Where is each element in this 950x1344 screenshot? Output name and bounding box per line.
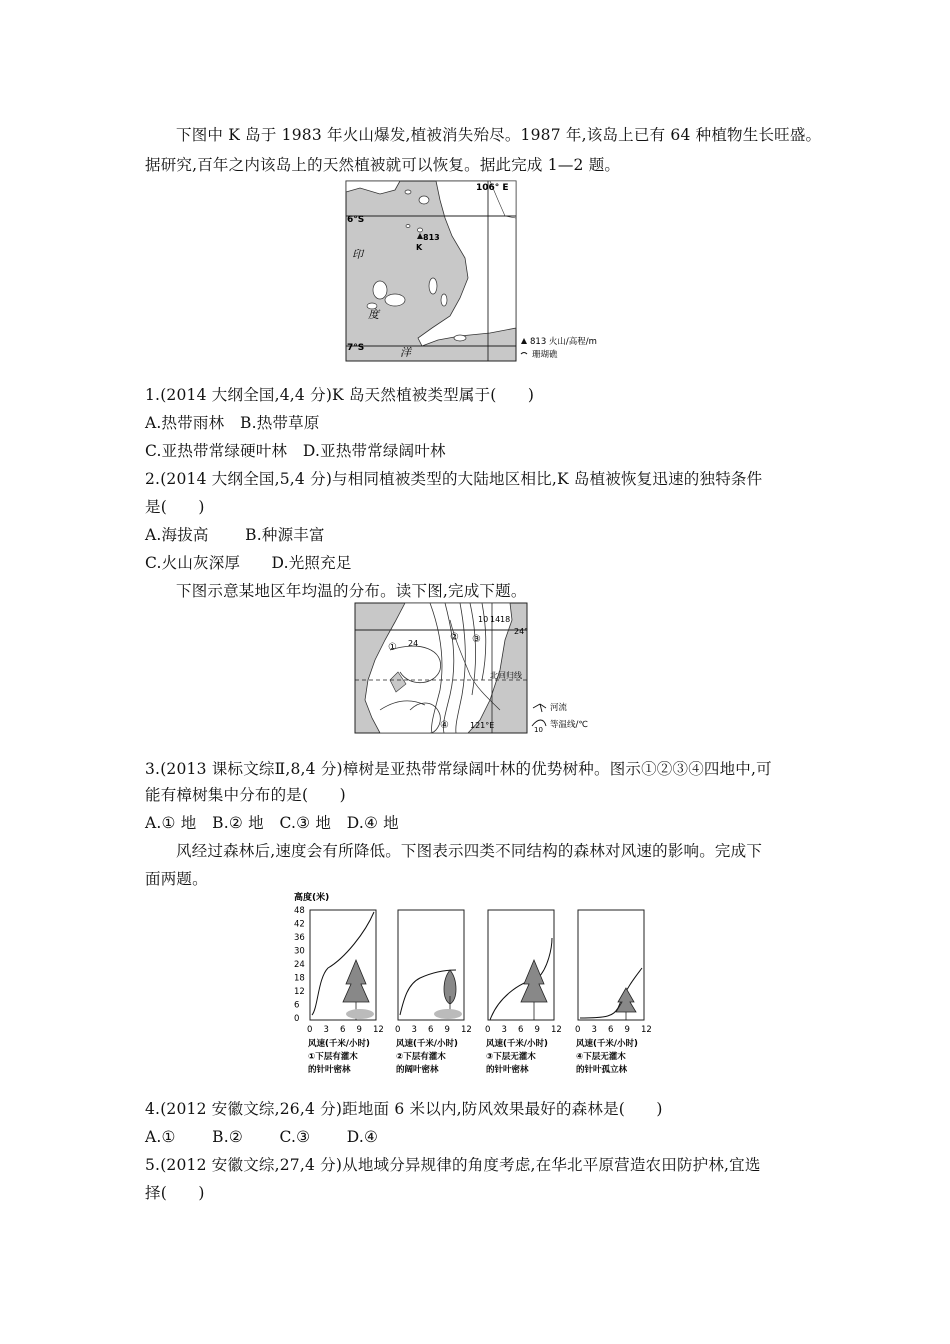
x-tick-label: 9 (356, 1025, 362, 1035)
lat-top-label: 6°S (347, 215, 365, 225)
q5-stem-1: 5.(2012 安徽文综,27,4 分)从地域分异规律的角度考虑,在华北平原营造农田防护林,宜选 (145, 1156, 761, 1174)
panel-frame (398, 910, 464, 1020)
legend-volcano-label: 813 火山/高程/m (530, 337, 597, 347)
forest-panel (307, 910, 384, 1075)
y-tick-label: 36 (294, 933, 305, 943)
tropic-label: 北回归线 (490, 671, 522, 680)
shrub-icon (434, 1009, 462, 1019)
tree-icon (521, 960, 547, 1020)
wind-forest-chart (288, 888, 660, 1084)
x-tick-label: 12 (373, 1025, 384, 1035)
y-tick-label: 48 (294, 906, 305, 916)
point-2-label: ② (450, 632, 459, 643)
q3-stem-2: 能有樟树集中分布的是( ) (145, 786, 346, 804)
isotherm-10-label: 10 (478, 615, 489, 624)
q3-options: A.① 地 B.② 地 C.③ 地 D.④ 地 (145, 814, 399, 832)
y-tick-label: 24 (294, 960, 305, 970)
q1-stem: 1.(2014 大纲全国,4,4 分)K 岛天然植被类型属于( ) (145, 386, 535, 404)
panel-frame (578, 910, 644, 1020)
x-tick-label: 3 (501, 1025, 507, 1035)
forest-panel (575, 910, 652, 1075)
y-tick-label: 30 (294, 946, 305, 957)
q2-options-ab: A.海拔高 B.种源丰富 (145, 526, 325, 544)
sea-label-3: 洋 (400, 346, 411, 359)
x-tick-label: 3 (591, 1025, 597, 1035)
x-tick-label: 3 (323, 1025, 329, 1035)
k-island-label: K (416, 243, 423, 252)
sea-label-2: 度 (368, 308, 379, 321)
isotherm-24-label: 24 (408, 639, 419, 648)
y-tick-label: 6 (294, 1000, 300, 1011)
x-tick-label: 9 (534, 1025, 540, 1035)
legend-volcano-icon (521, 338, 527, 344)
k-island-map (340, 178, 620, 364)
x-axis-label: 风速(千米/小时) (396, 1039, 458, 1049)
intro-3-line-1: 风经过森林后,速度会有所降低。下图表示四类不同结构的森林对风速的影响。完成下 (176, 842, 763, 860)
sea-label-1: 印 (352, 248, 363, 261)
y-tick-label: 18 (294, 973, 305, 984)
y-tick-label: 12 (294, 987, 305, 997)
x-tick-label: 6 (340, 1025, 346, 1035)
shrub-icon (346, 1009, 374, 1019)
wind-profile-curve (490, 938, 552, 1020)
panel-caption-1: ③下层无灌木 (486, 1052, 536, 1062)
x-tick-label: 3 (411, 1025, 417, 1035)
temperature-map (350, 600, 600, 736)
lon-121-label: 121°E (470, 721, 495, 730)
x-tick-label: 0 (485, 1025, 491, 1035)
q5-stem-2: 择( ) (145, 1184, 205, 1202)
intro-1-line-1: 下图中 K 岛于 1983 年火山爆发,植被消失殆尽。1987 年,该岛上已有 64 种植物生长旺盛。 (176, 126, 822, 144)
x-tick-label: 6 (428, 1025, 434, 1035)
q4-stem: 4.(2012 安徽文综,26,4 分)距地面 6 米以内,防风效果最好的森林是( ) (145, 1100, 663, 1118)
intro-2: 下图示意某地区年均温的分布。读下图,完成下题。 (176, 582, 527, 600)
x-tick-label: 9 (444, 1025, 450, 1035)
x-tick-label: 6 (518, 1025, 524, 1035)
panel-caption-1: ①下层有灌木 (308, 1052, 358, 1062)
lat-24-label: 24° (514, 627, 529, 636)
panel-caption-2: 的针叶密林 (486, 1065, 529, 1075)
q1-options-cd: C.亚热带常绿硬叶林 D.亚热带常绿阔叶林 (145, 442, 446, 460)
x-tick-label: 0 (307, 1025, 313, 1035)
x-tick-label: 12 (641, 1025, 652, 1035)
panel-caption-2: 的针叶密林 (308, 1065, 351, 1075)
point-4-label: ④ (440, 720, 449, 731)
legend-isotherm-sample: 10 (534, 726, 543, 734)
q2-stem-2: 是( ) (145, 498, 205, 516)
q2-options-cd: C.火山灰深厚 D.光照充足 (145, 554, 352, 572)
forest-panel (485, 910, 562, 1075)
forest-panel (395, 910, 472, 1075)
y-tick-label: 42 (294, 919, 305, 930)
peak-label: 813 (423, 233, 440, 242)
y-tick-label: 0 (294, 1014, 300, 1024)
x-axis-label: 风速(千米/小时) (308, 1039, 370, 1049)
x-tick-label: 6 (608, 1025, 614, 1035)
q4-options: A.① B.② C.③ D.④ (145, 1128, 379, 1146)
panel-caption-2: 的针叶孤立林 (576, 1065, 628, 1075)
lon-label: 106° E (476, 183, 509, 193)
isotherm-14-label: 14 (490, 615, 501, 624)
intro-3-line-2: 面两题。 (145, 870, 208, 888)
point-3-label: ③ (472, 634, 481, 645)
x-tick-label: 0 (395, 1025, 401, 1035)
panel-frame (488, 910, 554, 1020)
panel-caption-2: 的阔叶密林 (396, 1065, 439, 1075)
legend-reef-label: 珊瑚礁 (532, 350, 558, 360)
intro-1-line-2: 据研究,百年之内该岛上的天然植被就可以恢复。据此完成 1—2 题。 (145, 156, 621, 174)
x-tick-label: 9 (624, 1025, 630, 1035)
q1-options-ab: A.热带雨林 B.热带草原 (145, 414, 320, 432)
x-axis-label: 风速(千米/小时) (486, 1039, 548, 1049)
point-1-label: ① (388, 642, 397, 653)
panel-caption-1: ②下层有灌木 (396, 1052, 446, 1062)
x-tick-label: 12 (551, 1025, 562, 1035)
legend-river-icon (533, 704, 546, 712)
lat-bottom-label: 7°S (347, 343, 365, 353)
legend-isotherm-label: 等温线/℃ (550, 720, 588, 730)
tree-icon (616, 988, 636, 1020)
panel-caption-1: ④下层无灌木 (576, 1052, 626, 1062)
x-tick-label: 12 (461, 1025, 472, 1035)
legend-river-label: 河流 (550, 703, 568, 713)
q2-stem-1: 2.(2014 大纲全国,5,4 分)与相同植被类型的大陆地区相比,K 岛植被恢复迅速的独特条件 (145, 470, 763, 488)
q3-stem-1: 3.(2013 课标文综Ⅱ,8,4 分)樟树是亚热带常绿阔叶林的优势树种。图示①②③④四地中,可 (145, 760, 772, 778)
isotherm-18-label: 18 (500, 615, 511, 624)
y-axis-label: 高度(米) (294, 893, 330, 903)
legend-reef-icon (521, 353, 527, 355)
x-axis-label: 风速(千米/小时) (576, 1039, 638, 1049)
x-tick-label: 0 (575, 1025, 581, 1035)
